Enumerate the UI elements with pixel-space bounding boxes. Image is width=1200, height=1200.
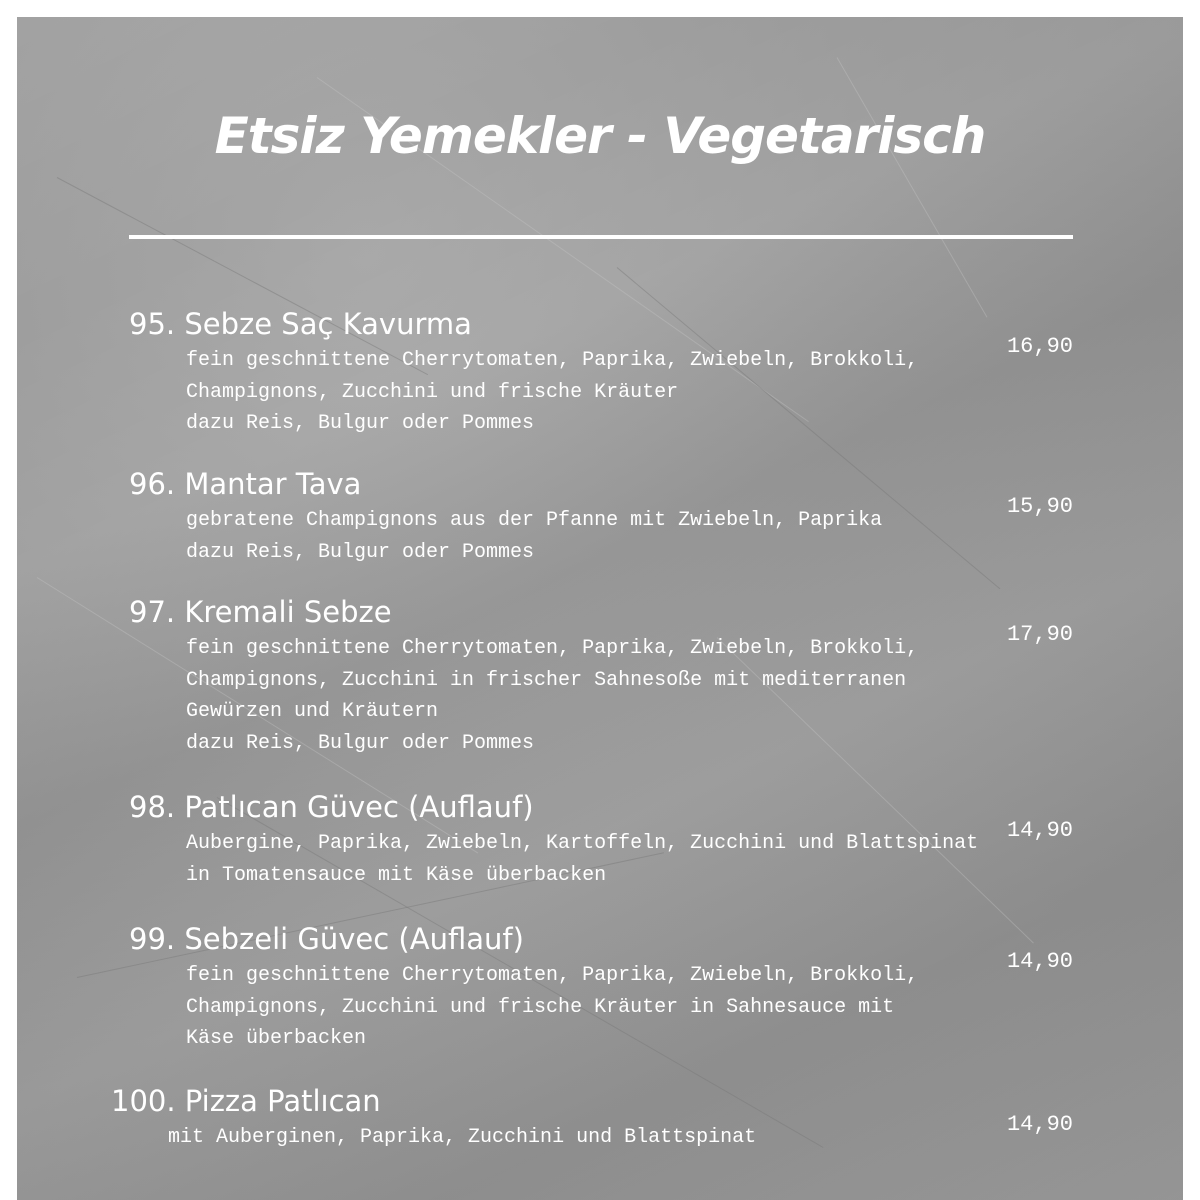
description-line: Gewürzen und Kräutern <box>186 700 439 723</box>
menu-page <box>17 17 1183 1200</box>
description-line: fein geschnittene Cherrytomaten, Paprika, Zwiebeln, Brokkoli, <box>186 637 919 660</box>
menu-item-number: 97. <box>129 595 185 629</box>
menu-item-title: Sebzeli Güvec (Auflauf) <box>184 922 524 956</box>
menu-item-number: 98. <box>129 790 185 824</box>
title-divider <box>129 235 1073 239</box>
description-line: dazu Reis, Bulgur oder Pommes <box>186 731 535 755</box>
description-line: mit Auberginen, Paprika, Zucchini und Blattspinat <box>168 1126 757 1149</box>
menu-item-description <box>186 960 918 1055</box>
menu-item-name <box>111 1084 381 1118</box>
menu-item-price: 17,90 <box>1006 622 1073 647</box>
menu-item-name <box>129 922 524 956</box>
menu-item-description <box>168 1122 756 1154</box>
menu-item-name <box>129 467 361 501</box>
description-line: Käse überbacken <box>186 1027 367 1050</box>
description-line: Champignons, Zucchini und frische Kräuter in Sahnesauce mit <box>186 995 895 1019</box>
menu-item-name <box>129 595 392 629</box>
menu-item-price: 15,90 <box>1006 494 1073 519</box>
menu-item-title: Patlıcan Güvec (Auflauf) <box>184 790 534 824</box>
description-line: Aubergine, Paprika, Zwiebeln, Kartoffeln, Zucchini und Blattspinat <box>186 832 979 855</box>
description-line: in Tomatensauce mit Käse überbacken <box>186 863 607 887</box>
description-line: fein geschnittene Cherrytomaten, Paprika, Zwiebeln, Brokkoli, <box>186 964 919 987</box>
menu-item-number: 96. <box>129 467 185 501</box>
description-line: Champignons, Zucchini und frische Kräuter <box>186 380 679 404</box>
menu-item-title: Kremali Sebze <box>184 595 392 629</box>
menu-item-description <box>186 505 882 568</box>
menu-title: Etsiz Yemekler - Vegetarisch <box>214 107 986 165</box>
menu-item-name <box>129 790 534 824</box>
menu-item-price: 16,90 <box>1006 334 1073 359</box>
menu-item-number: 95. <box>129 307 185 341</box>
menu-item-title: Pizza Patlıcan <box>184 1084 381 1118</box>
menu-item-number: 100. <box>111 1084 185 1118</box>
description-line: fein geschnittene Cherrytomaten, Paprika, Zwiebeln, Brokkoli, <box>186 349 919 372</box>
description-line: dazu Reis, Bulgur oder Pommes <box>186 540 535 564</box>
description-line: Champignons, Zucchini in frischer Sahnesoße mit mediterranen <box>186 668 907 692</box>
menu-item-name <box>129 307 472 341</box>
menu-item-price: 14,90 <box>1006 1112 1073 1137</box>
menu-item-number: 99. <box>129 922 185 956</box>
menu-item-title: Mantar Tava <box>184 467 362 501</box>
menu-item-description <box>186 633 918 759</box>
menu-item-title: Sebze Saç Kavurma <box>184 307 472 341</box>
menu-item-price: 14,90 <box>1006 818 1073 843</box>
menu-item-description <box>186 828 978 891</box>
description-line: gebratene Champignons aus der Pfanne mit Zwiebeln, Paprika <box>186 509 883 532</box>
description-line: dazu Reis, Bulgur oder Pommes <box>186 412 535 435</box>
menu-item-description <box>186 345 918 440</box>
marble-vein <box>837 57 988 317</box>
menu-item-price: 14,90 <box>1006 949 1073 974</box>
